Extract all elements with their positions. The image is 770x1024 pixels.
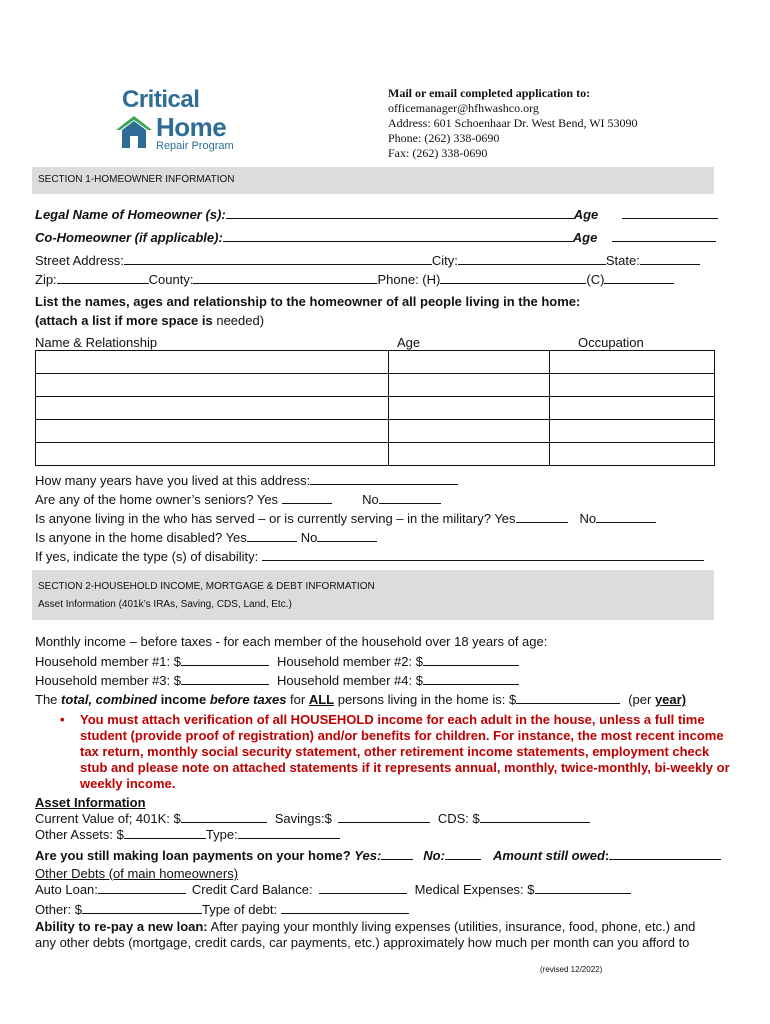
table-row [36, 374, 715, 397]
ability-line-1 [35, 919, 695, 934]
loan-row: Are you still making loan payments on your home? Yes: No: Amount still owed: [35, 847, 721, 863]
city-label: City: [431, 253, 458, 268]
loan-yes-field[interactable] [381, 847, 413, 860]
hm4-field[interactable] [423, 672, 519, 685]
mail-email: officemanager@hfhwashco.org [388, 101, 539, 115]
co-homeowner-row [35, 229, 597, 245]
hm1-field[interactable] [181, 653, 269, 666]
years-label: How many years have you lived at this address: [35, 473, 311, 488]
col-name-header: Name & Relationship [35, 335, 158, 350]
other-assets-row [35, 826, 340, 842]
amount-owed-label: Amount still owed [492, 848, 605, 863]
savings-label: Savings:$ [274, 811, 332, 826]
section2-header [32, 570, 714, 620]
list-instruction-normal: needed) [212, 313, 265, 328]
table-cell[interactable] [389, 443, 550, 466]
total-income-row [35, 691, 686, 707]
years-row [35, 472, 458, 488]
medical-field[interactable] [535, 881, 631, 894]
city-field[interactable] [458, 252, 606, 265]
disabled-row [35, 529, 377, 545]
total-income-field[interactable] [516, 691, 620, 704]
county-field[interactable] [193, 271, 377, 284]
military-label: Is anyone living in the who has served – or is currently serving – in the military? Yes [35, 511, 516, 526]
mail-address: Address: 601 Schoenhaar Dr. West Bend, WI 53090 [388, 116, 638, 130]
table-cell[interactable] [36, 397, 389, 420]
loan-no-field[interactable] [445, 847, 481, 860]
hm2-field[interactable] [423, 653, 519, 666]
type-of-debt-field[interactable] [281, 901, 409, 914]
other-field[interactable] [82, 901, 202, 914]
table-row [36, 351, 715, 374]
table-cell[interactable] [550, 351, 715, 374]
hm3-label: Household member #3: $ [35, 673, 181, 688]
seniors-no-label: No [362, 492, 379, 507]
phone-c-field[interactable] [604, 271, 674, 284]
section1-title: SECTION 1-HOMEOWNER INFORMATION [38, 174, 235, 185]
per-label: (per [628, 692, 655, 707]
household-members-table [35, 350, 715, 466]
hm4-label: Household member #4: $ [276, 673, 423, 688]
section1-header [32, 167, 714, 194]
disability-type-label: If yes, indicate the type (s) of disability: [35, 549, 259, 564]
table-row [36, 443, 715, 466]
seniors-row [35, 491, 441, 507]
type-field[interactable] [238, 826, 340, 839]
state-field[interactable] [640, 252, 700, 265]
street-label: Street Address: [35, 253, 124, 268]
table-cell[interactable] [550, 443, 715, 466]
disabled-label: Is anyone in the home disabled? Yes [35, 530, 247, 545]
hm-row-2 [35, 672, 519, 688]
type-label: Type: [205, 827, 238, 842]
other-label: Other: $ [35, 902, 82, 917]
total-all: ALL [308, 692, 335, 707]
loan-yes-label: Yes: [354, 848, 382, 863]
legal-age-field[interactable] [622, 206, 718, 219]
disability-type-row [35, 548, 704, 564]
military-row [35, 510, 656, 526]
table-cell[interactable] [389, 351, 550, 374]
notice-line-1: You must attach verification of all HOUSEHOLD income for each adult in the house, unless a full time [80, 712, 705, 727]
military-yes-field[interactable] [516, 510, 568, 523]
hm3-field[interactable] [181, 672, 269, 685]
phone-h-label: Phone: (H) [377, 272, 441, 287]
street-row [35, 252, 700, 268]
legal-age-label: Age [573, 207, 599, 222]
seniors-label: Are any of the home owner’s seniors? Yes [35, 492, 279, 507]
co-age-field[interactable] [612, 229, 716, 242]
military-no-label: No [579, 511, 597, 526]
phone-h-field[interactable] [440, 271, 586, 284]
mail-fax: Fax: (262) 338-0690 [388, 146, 488, 160]
notice-line-3: tax return, monthly social security statement, other retirement income statements, employment check [80, 744, 710, 759]
credit-card-field[interactable] [319, 881, 407, 894]
zip-field[interactable] [57, 271, 149, 284]
co-homeowner-field[interactable] [223, 229, 573, 242]
street-field[interactable] [124, 252, 432, 265]
notice-line-2: student (provide proof of registration) and/or benefits for children. For instance, the most recent income [80, 728, 724, 743]
co-homeowner-label: Co-Homeowner (if applicable): [35, 230, 223, 245]
table-row [36, 397, 715, 420]
logo-line1: Critical [122, 86, 200, 113]
type-of-debt-label: Type of debt: [201, 902, 278, 917]
list-instruction-bold: (attach a list if more space is [35, 313, 213, 328]
table-cell[interactable] [550, 397, 715, 420]
section2-subtitle: Asset Information (401k’s IRAs, Saving, CDS, Land, Etc.) [38, 599, 292, 610]
col-occupation-header: Occupation [578, 335, 644, 350]
monthly-income-text: Monthly income – before taxes - for each member of the household over 18 years of age: [35, 634, 548, 649]
house-icon [114, 114, 154, 150]
total-rest: persons living in the home is: $ [334, 692, 517, 707]
mail-phone: Phone: (262) 338-0690 [388, 131, 500, 145]
seniors-yes-field[interactable] [282, 491, 332, 504]
total-income: income [157, 692, 210, 707]
year-label: year) [654, 692, 687, 707]
notice-line-5: weekly income. [80, 776, 176, 791]
disabled-yes-field[interactable] [247, 529, 297, 542]
savings-field[interactable] [338, 810, 430, 823]
total-the: The [35, 692, 62, 707]
list-instruction-1: List the names, ages and relationship to the homeowner of all people living in the home: [35, 294, 581, 309]
auto-loan-field[interactable] [98, 881, 186, 894]
table-row [36, 420, 715, 443]
loan-question: Are you still making loan payments on your home? [35, 848, 351, 863]
seniors-no-field[interactable] [379, 491, 441, 504]
other-assets-field[interactable] [124, 826, 206, 839]
zip-label: Zip: [35, 272, 57, 287]
auto-loan-label: Auto Loan: [35, 882, 98, 897]
revised-date: (revised 12/2022) [540, 965, 603, 974]
cds-label: CDS: $ [437, 811, 480, 826]
401k-field[interactable] [181, 810, 267, 823]
state-label: State: [605, 253, 640, 268]
other-assets-label: Other Assets: $ [35, 827, 124, 842]
table-cell[interactable] [389, 420, 550, 443]
zip-row [35, 271, 674, 287]
disability-type-field[interactable] [262, 548, 704, 561]
co-age-label: Age [572, 230, 598, 245]
notice-line-4: stub and please note on attached statements if it represents annual, monthly, twice-monthly, bi-weekly or [80, 760, 730, 775]
legal-name-row [35, 206, 598, 222]
table-cell[interactable] [36, 420, 389, 443]
cds-field[interactable] [480, 810, 590, 823]
disabled-no-field[interactable] [317, 529, 377, 542]
table-cell[interactable] [36, 443, 389, 466]
loan-no-label: No: [423, 848, 445, 863]
ability-line-2: any other debts (mortgage, credit cards, car payments, etc.) approximately how much per month can you afford to [35, 935, 690, 950]
asset-info-heading: Asset Information [35, 795, 146, 810]
military-no-field[interactable] [596, 510, 656, 523]
legal-name-field[interactable] [226, 206, 574, 219]
years-field[interactable] [310, 472, 458, 485]
table-cell[interactable] [36, 374, 389, 397]
hm-row-1 [35, 653, 519, 669]
table-cell[interactable] [389, 374, 550, 397]
logo [112, 86, 252, 156]
county-label: County: [148, 272, 194, 287]
debts-row-1 [35, 881, 631, 897]
hm1-label: Household member #1: $ [35, 654, 181, 669]
notice-bullet: • [60, 712, 65, 727]
debts-row-2 [35, 901, 409, 917]
section2-title: SECTION 2-HOUSEHOLD INCOME, MORTGAGE & DEBT INFORMATION [38, 581, 375, 592]
phone-c-label: (C) [586, 272, 605, 287]
logo-line2: Home [156, 112, 227, 142]
disabled-no-label: No [300, 530, 318, 545]
ability-text-1: After paying your monthly living expenses (utilities, insurance, food, phone, etc.) and [207, 919, 696, 934]
total-for: for [286, 692, 309, 707]
medical-label: Medical Expenses: $ [414, 882, 535, 897]
table-cell[interactable] [550, 374, 715, 397]
list-instruction-2 [35, 313, 264, 328]
other-debts-heading: Other Debts (of main homeowners) [35, 866, 239, 881]
table-cell[interactable] [550, 420, 715, 443]
ability-bold: Ability to re-pay a new loan: [35, 919, 208, 934]
col-age-header: Age [397, 335, 421, 350]
table-cell[interactable] [389, 397, 550, 420]
current-value-label: Current Value of; 401K: $ [35, 811, 181, 826]
total-before: before taxes [209, 692, 287, 707]
mail-title: Mail or email completed application to: [388, 86, 591, 100]
hm2-label: Household member #2: $ [276, 654, 423, 669]
total-combined: total, combined [61, 692, 158, 707]
amount-owed-field[interactable] [609, 847, 721, 860]
current-value-row [35, 810, 590, 826]
credit-card-label: Credit Card Balance: [191, 882, 313, 897]
table-cell[interactable] [36, 351, 389, 374]
legal-name-label: Legal Name of Homeowner (s): [35, 207, 226, 222]
logo-line3: Repair Program [156, 140, 234, 152]
